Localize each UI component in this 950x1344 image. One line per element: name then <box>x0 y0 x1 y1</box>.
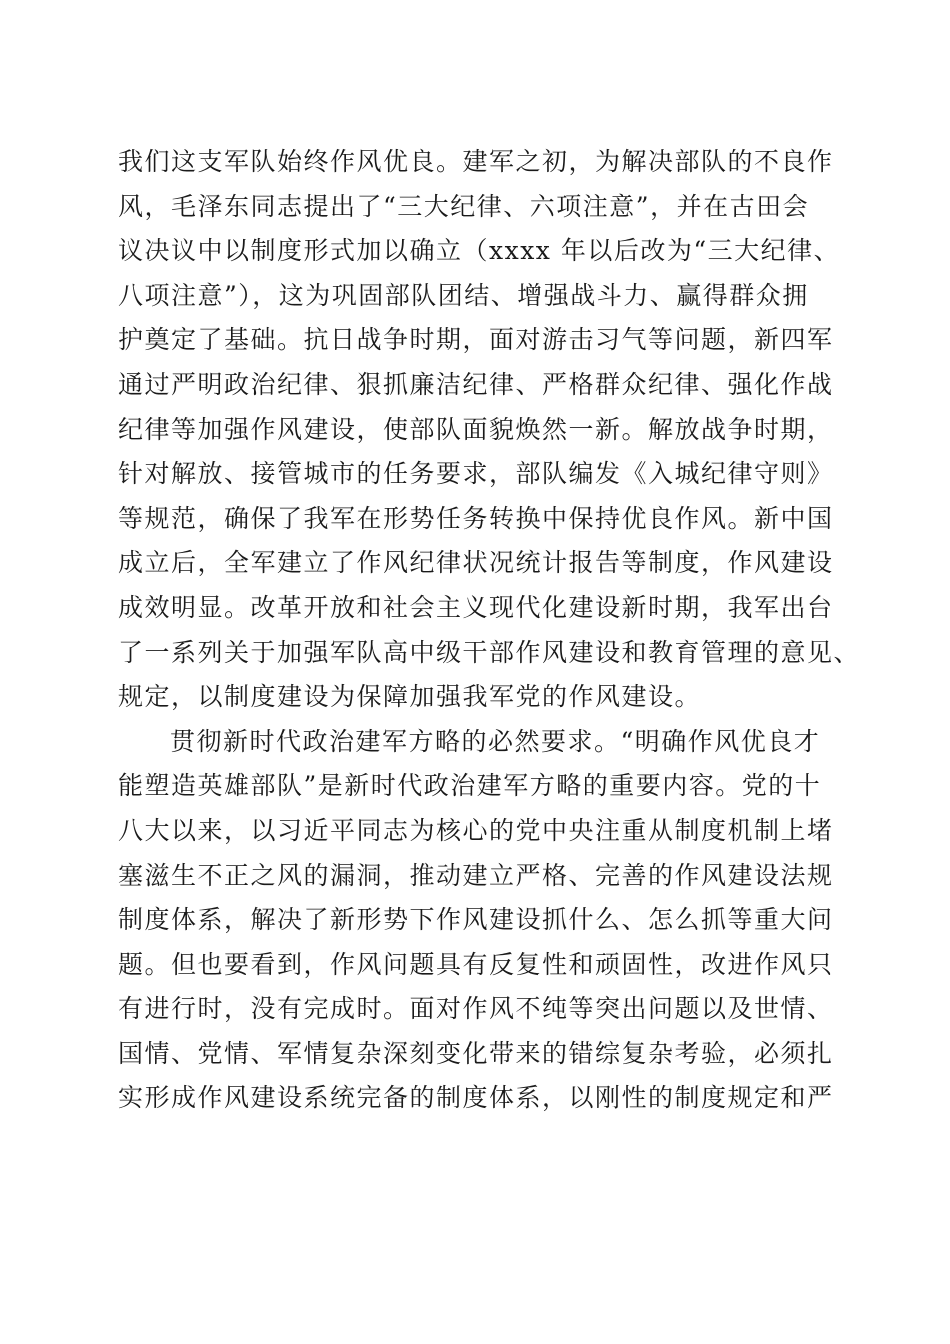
paragraph-line: 纪律等加强作风建设，使部队面貌焕然一新。解放战争时期， <box>118 414 834 444</box>
paragraph-line: 议决议中以制度形式加以确立（xxxx 年以后改为“三大纪律、 <box>118 236 841 266</box>
paragraph-line: 实形成作风建设系统完备的制度体系，以刚性的制度规定和严 <box>118 1083 834 1113</box>
paragraph-line: 题。但也要看到，作风问题具有反复性和顽固性，改进作风只 <box>118 949 834 979</box>
paragraph-line: 等规范，确保了我军在形势任务转换中保持优良作风。新中国 <box>118 503 834 533</box>
paragraph-line: 我们这支军队始终作风优良。建军之初，为解决部队的不良作 <box>118 147 834 176</box>
paragraph-line: 风，毛泽东同志提出了“三大纪律、六项注意”，并在古田会 <box>118 191 810 221</box>
paragraph-line: 国情、党情、军情复杂深刻变化带来的错综复杂考验，必须扎 <box>118 1038 834 1068</box>
paragraph-line: 通过严明政治纪律、狠抓廉洁纪律、严格群众纪律、强化作战 <box>118 369 834 399</box>
paragraph-line: 护奠定了基础。抗日战争时期，面对游击习气等问题，新四军 <box>118 325 834 355</box>
paragraph-line: 制度体系，解决了新形势下作风建设抓什么、怎么抓等重大问 <box>118 905 834 935</box>
paragraph-line: 了一系列关于加强军队高中级干部作风建设和教育管理的意见、 <box>118 637 861 667</box>
paragraph-line: 八项注意”），这为巩固部队团结、增强战斗力、赢得群众拥 <box>118 280 809 310</box>
paragraph-line: 成效明显。改革开放和社会主义现代化建设新时期，我军出台 <box>118 592 834 622</box>
paragraph-line: 规定，以制度建设为保障加强我军党的作风建设。 <box>118 682 702 712</box>
paragraph-line: 贯彻新时代政治建军方略的必然要求。“明确作风优良才 <box>170 726 821 756</box>
paragraph-line: 八大以来，以习近平同志为核心的党中央注重从制度机制上堵 <box>118 815 834 845</box>
paragraph-2 <box>118 720 838 1121</box>
paragraph-line: 针对解放、接管城市的任务要求，部队编发《入城纪律守则》 <box>118 459 834 489</box>
paragraph-line: 塞滋生不正之风的漏洞，推动建立严格、完善的作风建设法规 <box>118 860 834 890</box>
paragraph-line: 成立后，全军建立了作风纪律状况统计报告等制度，作风建设 <box>118 548 834 578</box>
paragraph-1 <box>118 140 861 720</box>
document-body <box>118 140 861 1121</box>
paragraph-line: 有进行时，没有完成时。面对作风不纯等突出问题以及世情、 <box>118 994 834 1024</box>
paragraph-line: 能塑造英雄部队”是新时代政治建军方略的重要内容。党的十 <box>118 771 822 801</box>
